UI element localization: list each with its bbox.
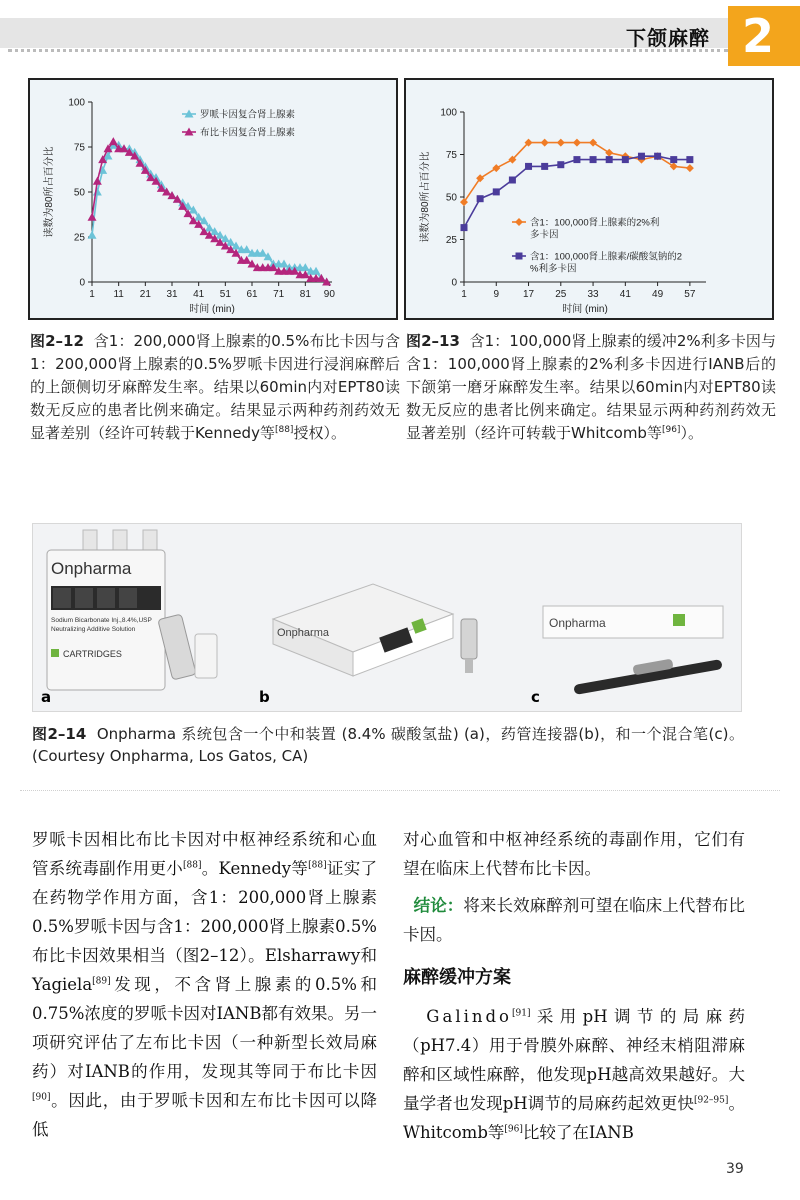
body-text: 罗哌卡因相比布比卡因对中枢神经系统和心血管系统毒副作用更小 (32, 830, 377, 878)
figure-2-13-label: 图2–13 (406, 332, 460, 350)
citation: [90] (32, 1092, 51, 1103)
figure-2-12-caption-text: 含1：200,000肾上腺素的0.5%布比卡因与含1：200,000肾上腺素的0.5%罗哌卡因进行浸润麻醉后的上颌侧切牙麻醉发生率。结果以60min内对EPT80读数无反应的患者比例来确定。结果显示两种药剂药效无显著差别（经许可转载于Kennedy等 (30, 332, 400, 442)
figure-2-12-caption (30, 330, 400, 445)
page-number: 39 (726, 1161, 744, 1177)
citation: [88] (274, 425, 294, 435)
fig13-data-point (525, 163, 532, 170)
fig12-series-line-1 (92, 145, 327, 282)
panel-label-c: c (531, 688, 540, 706)
body-text: 比较了在IANB (522, 1123, 634, 1142)
chapter-number: 2 (741, 9, 774, 63)
fig13-x-tick-label: 41 (619, 289, 631, 300)
fig13-data-point (557, 139, 565, 147)
photo-a-label-line1: Sodium Bicarbonate Inj.,8.4%,USP (51, 617, 152, 624)
fig13-data-point (493, 188, 500, 195)
fig12-y-axis-label: 读数为80所占百分比 (44, 146, 55, 238)
fig12-series-line-2 (92, 142, 327, 282)
fig13-legend-label: 含1：100,000肾上腺素的2%利 (530, 217, 660, 229)
figure-2-14-label: 图2–14 (32, 725, 87, 743)
fig13-legend-marker (515, 218, 523, 226)
fig13-data-point (670, 156, 677, 163)
fig13-x-tick-label: 1 (461, 289, 467, 300)
fig13-data-point (638, 153, 645, 160)
figure-2-14-caption (32, 723, 744, 767)
fig12-x-axis-label: 时间 (min) (189, 304, 235, 315)
fig13-data-point (477, 195, 484, 202)
fig13-data-point (686, 164, 694, 172)
section-divider (20, 790, 780, 791)
figure-2-12-plot (30, 80, 396, 318)
figure-2-14-caption-text: Onpharma 系统包含一个中和装置 (8.4% 碳酸氢盐) (a)，药管连接器(b)，和一个混合笔(c)。(Courtesy Onpharma, Los Gatos, CA) (32, 725, 745, 765)
fig12-x-tick-label: 21 (139, 289, 151, 300)
figure-2-13-caption-text: 含1：100,000肾上腺素的缓冲2%利多卡因与含1：100,000肾上腺素的2%利多卡因进行IANB后的下颌第一磨牙麻醉发生率。结果以60min内对EPT80读数无反应的患者比例来确定。结果显示两种药剂药效无显著差别（经许可转载于Whitcomb等 (406, 332, 776, 442)
fig13-data-point (461, 224, 468, 231)
photo-a-brand: Onpharma (51, 559, 132, 578)
fig13-y-axis-label: 读数为80所占百分比 (420, 151, 431, 243)
header-bar (0, 18, 728, 48)
fig12-x-tick-label: 51 (219, 289, 231, 300)
fig12-data-point (109, 137, 118, 145)
fig12-data-point (93, 188, 102, 196)
fig12-x-tick-label: 11 (113, 289, 124, 300)
product-photo-illustration (33, 524, 743, 713)
body-text: Galindo (426, 1007, 512, 1026)
body-text: 。Whitcomb等 (403, 1094, 746, 1142)
fig13-x-tick-label: 49 (652, 289, 664, 300)
fig13-y-tick-label: 75 (445, 150, 457, 161)
fig12-y-tick-label: 25 (73, 232, 85, 244)
fig13-legend-label: %利多卡因 (530, 263, 577, 275)
fig13-y-tick-label: 0 (451, 277, 457, 289)
photo-a-label-line2: Neutralizing Additive Solution (51, 626, 136, 633)
fig12-y-tick-label: 0 (79, 277, 85, 289)
conclusion-label: 结论： (413, 896, 464, 915)
citation: [89] (92, 976, 111, 987)
fig13-legend-label: 多卡因 (530, 229, 559, 241)
header-divider (8, 49, 728, 52)
conclusion-text: 将来长效麻醉剂可望在临床上代替布比卡因。 (403, 896, 746, 944)
fig13-x-axis-label: 时间 (min) (562, 304, 608, 315)
fig12-x-tick-label: 1 (89, 289, 95, 300)
body-text: 采用pH调节的局麻药（pH7.4）用于骨膜外麻醉、神经末梢阻滞麻醉和区域性麻醉，他发现pH越高效果越好。大量学者也发现pH调节的局麻药起效更快 (403, 1007, 746, 1113)
fig12-x-tick-label: 61 (246, 289, 258, 300)
body-text: 。Kennedy等 (201, 859, 309, 878)
fig13-data-point (573, 139, 581, 147)
figure-2-14-photos (32, 523, 742, 712)
fig13-legend-label: 含1：100,000肾上腺素/碳酸氢钠的2 (530, 251, 683, 263)
fig13-data-point (590, 156, 597, 163)
body-text: 发现，不含肾上腺素的0.5%和0.75%浓度的罗哌卡因对IANB都有效果。另一项研究评估了左布比卡因（一种新型长效局麻药）对IANB的作用，发现其等同于布比卡因 (32, 975, 377, 1081)
fig13-x-tick-label: 25 (555, 289, 567, 300)
fig13-x-tick-label: 57 (684, 289, 696, 300)
fig13-data-point (654, 153, 661, 160)
chapter-title: 下颌麻醉 (626, 26, 710, 50)
fig13-x-tick-label: 9 (493, 289, 500, 300)
fig13-data-point (622, 156, 629, 163)
photo-b-brand: Onpharma (277, 627, 329, 639)
fig13-x-tick-label: 33 (587, 289, 599, 300)
fig13-data-point (605, 149, 613, 157)
fig13-y-tick-label: 25 (445, 235, 457, 246)
figure-2-13-chart (404, 78, 774, 320)
citation: [91] (512, 1008, 531, 1019)
body-column-right (403, 825, 745, 1147)
citation: [92–95] (693, 1095, 729, 1106)
body-column-left (32, 825, 377, 1144)
body-text: 。因此，由于罗哌卡因和左布比卡因可以降低 (32, 1091, 377, 1139)
section-heading: 麻醉缓冲方案 (403, 967, 511, 988)
fig12-x-tick-label: 41 (193, 289, 205, 300)
citation: [96] (661, 425, 681, 435)
conclusion-paragraph (403, 891, 745, 949)
citation: [88] (183, 860, 202, 871)
fig13-y-tick-label: 50 (445, 192, 457, 204)
photo-a-canister (47, 530, 217, 690)
body-paragraph (403, 1002, 745, 1147)
fig12-x-tick-label: 81 (299, 289, 311, 300)
panel-label-a: a (41, 688, 52, 706)
fig13-legend-marker (516, 253, 523, 260)
fig13-y-tick-label: 100 (440, 107, 457, 119)
fig13-data-point (541, 163, 548, 170)
fig13-x-tick-label: 17 (522, 289, 535, 300)
fig13-data-point (557, 161, 564, 168)
fig13-data-point (541, 139, 549, 147)
fig12-y-tick-label: 75 (73, 142, 85, 154)
body-paragraph: 对心血管和中枢神经系统的毒副作用，它们有望在临床上代替布比卡因。 (403, 830, 745, 878)
fig13-data-point (670, 162, 678, 170)
fig12-data-point (88, 231, 97, 239)
figure-2-12-chart (28, 78, 398, 320)
citation: [96] (504, 1124, 523, 1135)
figure-2-13-caption-end: ）。 (680, 424, 703, 442)
panel-label-b: b (259, 688, 270, 706)
fig12-legend-label: 布比卡因复合肾上腺素 (200, 127, 296, 139)
fig12-legend-label: 罗哌卡因复合肾上腺素 (200, 109, 296, 121)
photo-c-brand: Onpharma (549, 616, 606, 630)
fig13-data-point (686, 156, 693, 163)
fig12-x-tick-label: 90 (323, 289, 335, 300)
figure-2-13-plot (406, 80, 772, 318)
figure-2-12-caption-end: 授权）。 (293, 424, 346, 442)
figure-2-13-caption (406, 330, 776, 445)
fig12-y-tick-label: 50 (73, 187, 85, 199)
fig13-data-point (589, 139, 597, 147)
fig12-y-tick-label: 100 (68, 97, 85, 109)
citation: [88] (308, 860, 327, 871)
fig13-data-point (606, 156, 613, 163)
fig13-data-point (492, 164, 500, 172)
figure-2-12-label: 图2–12 (30, 332, 84, 350)
fig12-x-tick-label: 31 (166, 289, 178, 300)
fig12-x-tick-label: 71 (273, 289, 285, 300)
fig13-data-point (509, 177, 516, 184)
photo-a-cartridges: CARTRIDGES (63, 649, 122, 659)
fig13-data-point (573, 156, 580, 163)
body-text: 证实了在药物学作用方面，含1：200,000肾上腺素0.5%罗哌卡因与含1：200,000肾上腺素0.5%布比卡因效果相当（图2–12）。Elsharrawy和Yagiela (32, 859, 377, 994)
